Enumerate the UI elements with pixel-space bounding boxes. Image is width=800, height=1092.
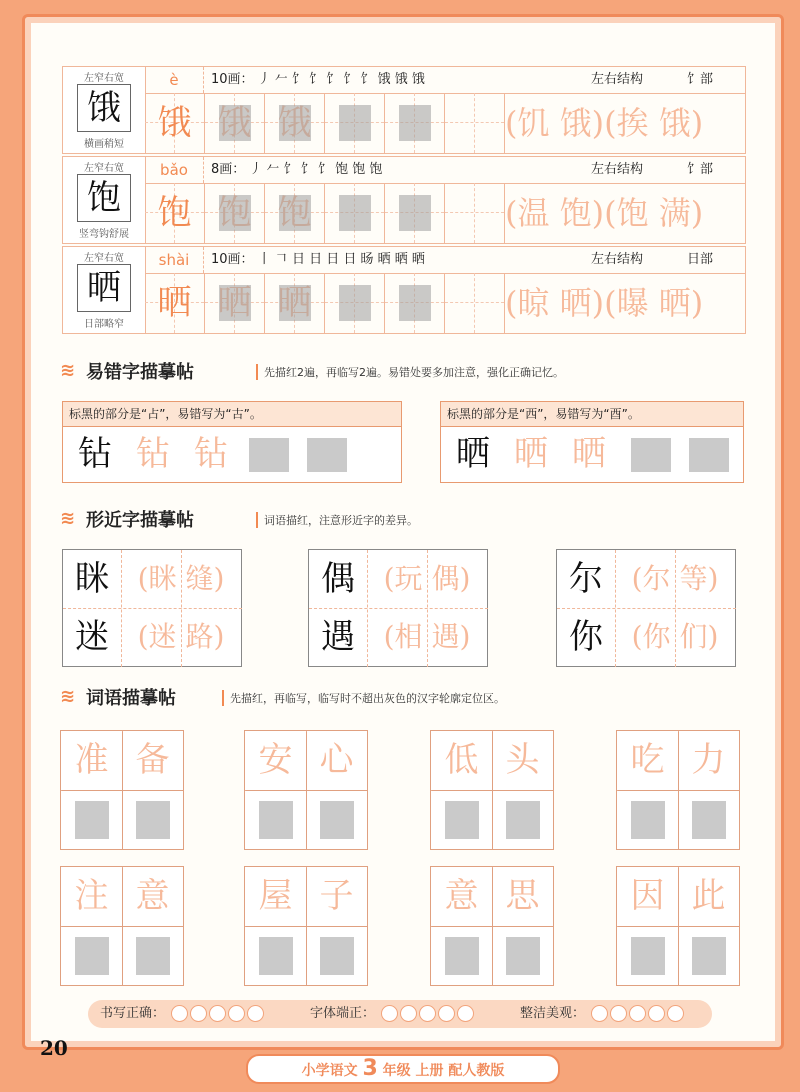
word-trace-char: 意 bbox=[444, 876, 479, 916]
gray-outline bbox=[631, 438, 671, 472]
practice-cell[interactable] bbox=[145, 273, 205, 333]
trace-char: 饱 bbox=[157, 193, 192, 233]
practice-cell[interactable] bbox=[265, 273, 325, 333]
char-structure: 左右结构 bbox=[591, 162, 644, 177]
word-practice-box bbox=[430, 730, 554, 850]
word-examples: (温 饱)(饱 满) bbox=[505, 194, 704, 232]
similar-lead-char: 眯 bbox=[75, 559, 109, 599]
word-trace-char: 子 bbox=[319, 876, 354, 916]
word-trace-char: 低 bbox=[444, 740, 479, 780]
footer-grade: 3 bbox=[362, 1056, 378, 1081]
gray-outline bbox=[320, 937, 354, 975]
char-radical: 日部 bbox=[687, 252, 714, 267]
rating-c bbox=[520, 1000, 684, 1028]
gray-outline bbox=[279, 285, 311, 321]
char-side-panel bbox=[63, 67, 146, 153]
model-char: 饱 bbox=[77, 174, 131, 222]
practice-cell[interactable] bbox=[205, 273, 265, 333]
char-radical: 饣部 bbox=[687, 72, 714, 87]
stroke-count-label: 8画： bbox=[211, 162, 246, 177]
star-icon[interactable] bbox=[457, 1005, 474, 1022]
char-side-panel bbox=[63, 247, 146, 333]
star-icon[interactable] bbox=[381, 1005, 398, 1022]
practice-cell[interactable] bbox=[265, 183, 325, 243]
gray-outline bbox=[506, 801, 540, 839]
trace-char: 饿 bbox=[157, 103, 192, 143]
star-icon[interactable] bbox=[190, 1005, 207, 1022]
stroke-count-label: 10画： bbox=[211, 72, 254, 87]
stroke-count-label: 10画： bbox=[211, 252, 254, 267]
practice-cell[interactable] bbox=[385, 93, 445, 153]
word-trace-char: 头 bbox=[505, 740, 540, 780]
side-tip-bottom: 横画稍短 bbox=[84, 139, 124, 150]
similar-char-group bbox=[62, 549, 242, 667]
gray-outline bbox=[279, 105, 311, 141]
section2-title: 形近字描摹帖 bbox=[86, 510, 194, 531]
stroke-order: 丨 𠃍 日 日 日 日 旸 晒 晒 晒 bbox=[257, 252, 425, 267]
gray-outline bbox=[692, 937, 726, 975]
star-icon[interactable] bbox=[171, 1005, 188, 1022]
word-trace-char: 力 bbox=[691, 740, 726, 780]
word-practice-box bbox=[60, 730, 184, 850]
trace-char: 晒 bbox=[157, 283, 192, 323]
word-trace-char: 此 bbox=[691, 876, 726, 916]
error-box-1-header: 标黑的部分是“占”，易错写为“古”。 bbox=[63, 402, 401, 427]
page-number: 20 bbox=[40, 1036, 68, 1060]
word-examples: (晾 晒)(曝 晒) bbox=[505, 284, 704, 322]
star-icon[interactable] bbox=[400, 1005, 417, 1022]
word-examples: (饥 饿)(挨 饿) bbox=[505, 104, 704, 142]
star-icon[interactable] bbox=[629, 1005, 646, 1022]
practice-cell[interactable] bbox=[445, 273, 505, 333]
footer-volume: 上册 bbox=[415, 1063, 444, 1079]
gray-outline bbox=[631, 801, 665, 839]
similar-word: (尔 等) bbox=[631, 562, 719, 595]
char-radical: 饣部 bbox=[687, 162, 714, 177]
word-trace-char: 吃 bbox=[630, 740, 665, 780]
gray-outline bbox=[259, 801, 293, 839]
char-info-bar bbox=[145, 247, 745, 274]
star-icon[interactable] bbox=[419, 1005, 436, 1022]
section3-title: 词语描摹帖 bbox=[86, 688, 176, 709]
gray-outline bbox=[219, 195, 251, 231]
model-char: 饿 bbox=[77, 84, 131, 132]
similar-word: (玩 偶) bbox=[383, 562, 471, 595]
similar-lead-char: 遇 bbox=[321, 617, 355, 657]
gray-outline bbox=[445, 937, 479, 975]
pinyin: è bbox=[145, 67, 204, 93]
gray-outline bbox=[506, 937, 540, 975]
error-box-2 bbox=[440, 401, 744, 483]
gray-outline bbox=[136, 801, 170, 839]
practice-cell[interactable] bbox=[145, 93, 205, 153]
star-icon[interactable] bbox=[610, 1005, 627, 1022]
error-box-1 bbox=[62, 401, 402, 483]
footer-banner bbox=[246, 1054, 560, 1084]
similar-lead-char: 你 bbox=[569, 617, 603, 657]
error-char-trace: 钻 bbox=[136, 434, 170, 474]
star-icon[interactable] bbox=[648, 1005, 665, 1022]
char-info-bar bbox=[145, 67, 745, 94]
gray-outline bbox=[259, 937, 293, 975]
practice-cell[interactable] bbox=[205, 183, 265, 243]
practice-cell[interactable] bbox=[145, 183, 205, 243]
gray-outline bbox=[136, 937, 170, 975]
gray-outline bbox=[692, 801, 726, 839]
similar-word: (迷 路) bbox=[137, 620, 225, 653]
side-tip-top: 左窄右宽 bbox=[84, 253, 124, 264]
similar-word: (你 们) bbox=[631, 620, 719, 653]
error-char-trace: 晒 bbox=[514, 434, 548, 474]
gray-outline bbox=[399, 195, 431, 231]
section3-note: 先描红，再临写，临写时不超出灰色的汉字轮廓定位区。 bbox=[222, 690, 505, 706]
rating-b bbox=[310, 1000, 474, 1028]
gray-outline bbox=[339, 195, 371, 231]
word-practice-box bbox=[60, 866, 184, 986]
gray-outline bbox=[339, 105, 371, 141]
word-trace-char: 屋 bbox=[258, 876, 293, 916]
error-char-lead: 钻 bbox=[78, 434, 112, 474]
gray-outline bbox=[339, 285, 371, 321]
gray-outline bbox=[75, 801, 109, 839]
stroke-order: 丿 𠂉 饣 饣 饣 饱 饱 饱 bbox=[249, 162, 383, 177]
star-icon[interactable] bbox=[228, 1005, 245, 1022]
practice-cell[interactable] bbox=[385, 273, 445, 333]
practice-cells bbox=[145, 93, 745, 153]
word-practice-box bbox=[430, 866, 554, 986]
stroke-order: 丿 𠂉 饣 饣 饣 饣 饣 饿 饿 饿 bbox=[257, 72, 425, 87]
star-icon[interactable] bbox=[591, 1005, 608, 1022]
rating-bar bbox=[88, 1000, 712, 1028]
practice-cell[interactable] bbox=[325, 183, 385, 243]
gray-outline bbox=[399, 105, 431, 141]
practice-cell[interactable] bbox=[325, 273, 385, 333]
char-practice-row bbox=[62, 156, 746, 244]
similar-char-group bbox=[308, 549, 488, 667]
char-practice-row bbox=[62, 246, 746, 334]
practice-cells bbox=[145, 273, 745, 333]
wave-icon: ≋ bbox=[60, 360, 76, 381]
practice-cell[interactable] bbox=[445, 93, 505, 153]
char-practice-row bbox=[62, 66, 746, 154]
word-trace-char: 注 bbox=[74, 876, 109, 916]
wave-icon: ≋ bbox=[60, 508, 76, 529]
pinyin: shài bbox=[145, 247, 204, 273]
char-side-panel bbox=[63, 157, 146, 243]
gray-outline bbox=[445, 801, 479, 839]
gray-outline bbox=[631, 937, 665, 975]
footer-edition: 配人教版 bbox=[448, 1063, 505, 1079]
word-trace-char: 心 bbox=[319, 740, 354, 780]
wave-icon: ≋ bbox=[60, 686, 76, 707]
gray-outline bbox=[320, 801, 354, 839]
char-structure: 左右结构 bbox=[591, 252, 644, 267]
char-structure: 左右结构 bbox=[591, 72, 644, 87]
rating-c-label: 整洁美观： bbox=[520, 1006, 586, 1021]
error-char-lead: 晒 bbox=[456, 434, 490, 474]
similar-char-group bbox=[556, 549, 736, 667]
practice-cell[interactable] bbox=[325, 93, 385, 153]
stroke-count bbox=[211, 247, 425, 273]
side-tip-top: 左窄右宽 bbox=[84, 73, 124, 84]
footer-grade-label: 年级 bbox=[382, 1063, 411, 1079]
rating-b-label: 字体端正： bbox=[310, 1006, 376, 1021]
stroke-count bbox=[211, 157, 382, 183]
practice-cell[interactable] bbox=[205, 93, 265, 153]
practice-cells bbox=[145, 183, 745, 243]
error-char-trace: 钻 bbox=[194, 434, 228, 474]
word-trace-char: 准 bbox=[74, 740, 109, 780]
gray-outline bbox=[75, 937, 109, 975]
section2-note: 词语描红，注意形近字的差异。 bbox=[256, 512, 418, 528]
gray-outline bbox=[219, 285, 251, 321]
gray-outline bbox=[219, 105, 251, 141]
gray-outline bbox=[249, 438, 289, 472]
word-practice-box bbox=[244, 866, 368, 986]
side-tip-top: 左窄右宽 bbox=[84, 163, 124, 174]
similar-word: (眯 缝) bbox=[137, 562, 225, 595]
word-practice-box bbox=[616, 730, 740, 850]
error-box-2-header: 标黑的部分是“西”，易错写为“酉”。 bbox=[441, 402, 743, 427]
similar-lead-char: 偶 bbox=[321, 559, 355, 599]
star-icon[interactable] bbox=[247, 1005, 264, 1022]
word-trace-char: 备 bbox=[135, 740, 170, 780]
model-char: 晒 bbox=[77, 264, 131, 312]
rating-a-label: 书写正确： bbox=[100, 1006, 166, 1021]
practice-cell[interactable] bbox=[265, 93, 325, 153]
word-trace-char: 因 bbox=[630, 876, 665, 916]
similar-word: (相 遇) bbox=[383, 620, 471, 653]
error-char-trace: 晒 bbox=[572, 434, 606, 474]
section1-title: 易错字描摹帖 bbox=[86, 362, 194, 383]
word-trace-char: 意 bbox=[135, 876, 170, 916]
similar-lead-char: 迷 bbox=[75, 617, 109, 657]
side-tip-bottom: 日部略窄 bbox=[84, 319, 124, 330]
gray-outline bbox=[399, 285, 431, 321]
gray-outline bbox=[307, 438, 347, 472]
char-info-bar bbox=[145, 157, 745, 184]
pinyin: bǎo bbox=[145, 157, 204, 183]
practice-cell[interactable] bbox=[385, 183, 445, 243]
practice-cell[interactable] bbox=[445, 183, 505, 243]
rating-a bbox=[100, 1000, 264, 1028]
similar-lead-char: 尔 bbox=[569, 559, 603, 599]
star-icon[interactable] bbox=[667, 1005, 684, 1022]
section1-note: 先描红2遍，再临写2遍。易错处要多加注意，强化正确记忆。 bbox=[256, 364, 564, 380]
gray-outline bbox=[689, 438, 729, 472]
footer-subject: 小学语文 bbox=[301, 1063, 358, 1079]
star-icon[interactable] bbox=[209, 1005, 226, 1022]
word-practice-box bbox=[244, 730, 368, 850]
word-trace-char: 思 bbox=[505, 876, 540, 916]
star-icon[interactable] bbox=[438, 1005, 455, 1022]
stroke-count bbox=[211, 67, 425, 93]
word-practice-box bbox=[616, 866, 740, 986]
gray-outline bbox=[279, 195, 311, 231]
word-trace-char: 安 bbox=[258, 740, 293, 780]
side-tip-bottom: 竖弯钩舒展 bbox=[79, 229, 129, 240]
